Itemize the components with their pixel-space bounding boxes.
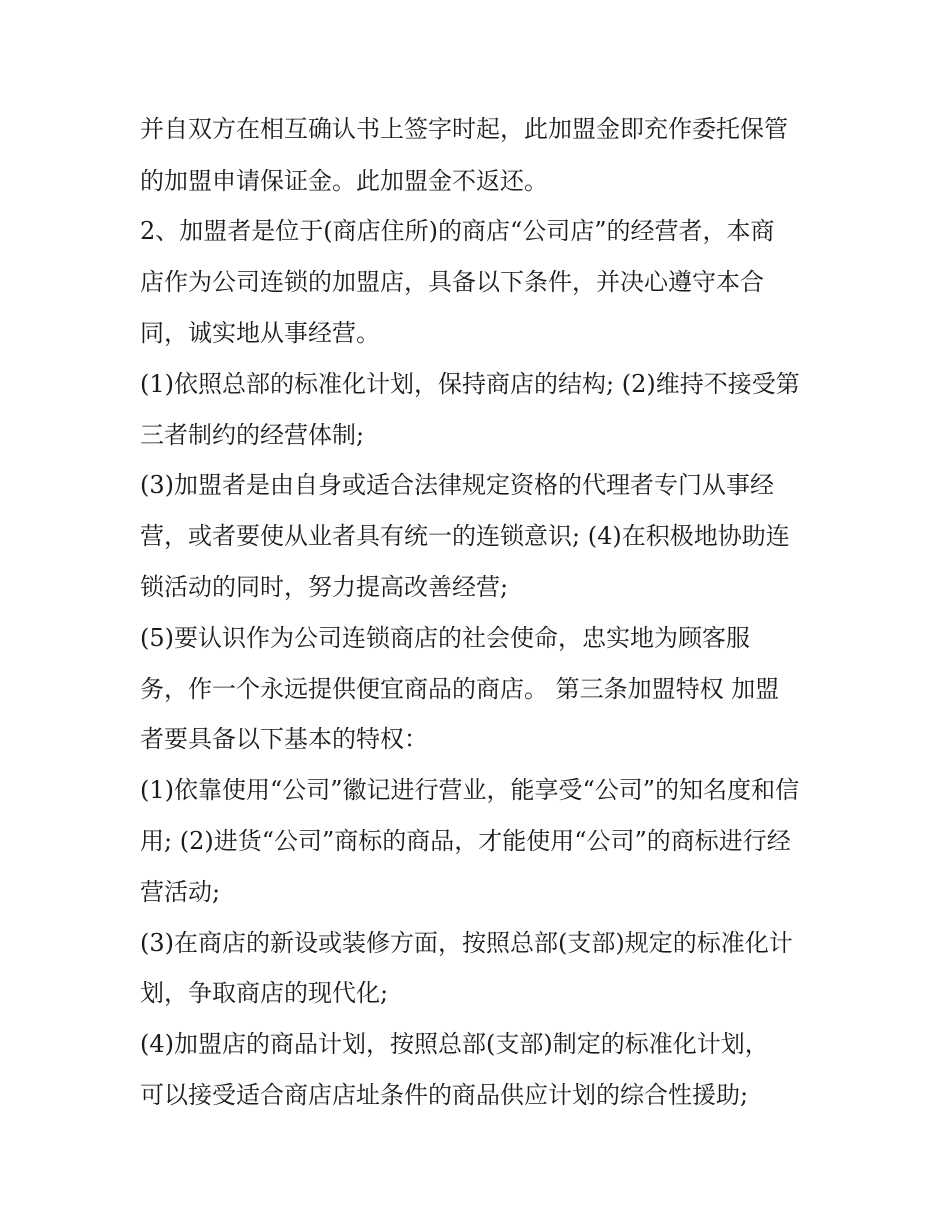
text-line-1: 并自双方在相互确认书上签字时起，此加盟金即充作委托保管 <box>140 115 788 143</box>
text-line-6: (1)依照总部的标准化计划，保持商店的结构; (2)维持不接受第 <box>140 370 800 398</box>
text-line-12: 务，作一个永远提供便宜商品的商店。 第三条加盟特权 加盟 <box>140 675 780 703</box>
text-line-13: 者要具备以下基本的特权： <box>140 725 428 753</box>
text-line-5: 同，诚实地从事经营。 <box>140 319 380 347</box>
text-line-20: 可以接受适合商店店址条件的商品供应计划的综合性援助; <box>140 1081 749 1109</box>
text-line-8: (3)加盟者是由自身或适合法律规定资格的代理者专门从事经 <box>140 471 774 499</box>
text-line-9: 营，或者要使从业者具有统一的连锁意识; (4)在积极地协助连 <box>140 522 790 550</box>
text-line-17: (3)在商店的新设或装修方面，按照总部(支部)规定的标准化计 <box>140 929 793 957</box>
text-line-10: 锁活动的同时，努力提高改善经营; <box>140 573 509 601</box>
text-line-19: (4)加盟店的商品计划，按照总部(支部)制定的标准化计划， <box>140 1030 769 1058</box>
text-line-3: 2、加盟者是位于(商店住所)的商店“公司店”的经营者，本商 <box>140 217 775 245</box>
text-line-16: 营活动; <box>140 878 221 906</box>
text-line-15: 用; (2)进货“公司”商标的商品，才能使用“公司”的商标进行经 <box>140 827 791 855</box>
text-line-18: 划，争取商店的现代化; <box>140 979 389 1007</box>
text-line-2: 的加盟申请保证金。此加盟金不返还。 <box>140 167 548 195</box>
text-line-7: 三者制约的经营体制; <box>140 421 365 449</box>
text-line-4: 店作为公司连锁的加盟店，具备以下条件，并决心遵守本合 <box>140 268 764 296</box>
text-line-11: (5)要认识作为公司连锁商店的社会使命，忠实地为顾客服 <box>140 624 750 652</box>
text-line-14: (1)依靠使用“公司”徽记进行营业，能享受“公司”的知名度和信 <box>140 776 800 804</box>
